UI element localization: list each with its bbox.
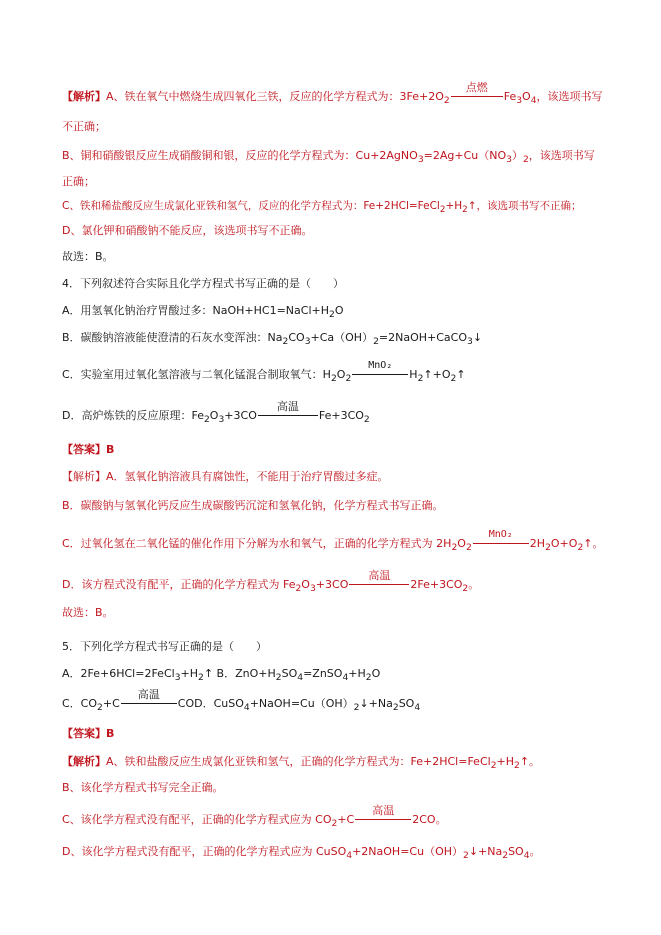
q3-analysis-a-cont: 不正确； [62, 120, 106, 133]
q4-answer: 【答案】B [62, 443, 115, 456]
analysis-label: 【解析】 [62, 90, 106, 103]
analysis-label: 【解析】 [62, 755, 106, 768]
q3-choice: 故选：B。 [62, 250, 114, 263]
q3-analysis-d: D、氯化钾和硝酸钠不能反应，该选项书写不正确。 [62, 224, 313, 237]
q4-option-b: B．碳酸钠溶液能使澄清的石灰水变浑浊：$Na_2CO_3+Ca(OH)_2=2NaOH+CaCO_3↓$ [62, 331, 483, 348]
q3-analysis-b: B、铜和硝酸银反应生成硝酸铜和银，反应的化学方程式为：$Cu+2AgNO_3=2Ag+Cu(NO_3)_2$，该选项书写 [62, 149, 595, 166]
q4-analysis-a: 【解析】A．氢氧化钠溶液具有腐蚀性，不能用于治疗胃酸过多症。 [62, 470, 389, 483]
q5-options-cd: C．$CO_2+C$ 高温 COD．$CuSO_4+NaOH=Cu(OH)_2↓+Na_2SO_4$ [62, 688, 421, 714]
reaction-condition-arrow: MnO₂ [473, 546, 529, 547]
reaction-condition-arrow: 高温 [349, 587, 409, 588]
q3-analysis-a: 【解析】A、铁在氧气中燃烧生成四氧化三铁，反应的化学方程式为：$3Fe+2O_2$ 点燃 $Fe_3O_4$，该选项书写 [62, 81, 603, 107]
reaction-condition-arrow: 高温 [355, 822, 411, 823]
q4-option-c: C．实验室用过氧化氢溶液与二氧化锰混合制取氧气：$H_2O_2$ MnO₂ $H_2↑+O_2↑$ [62, 360, 466, 385]
q4-option-a: A．用氢氧化钠治疗胃酸过多：$NaOH+HC1=NaCl+H_2O$ [62, 304, 344, 321]
reaction-condition-arrow: 高温 [121, 706, 177, 707]
reaction-condition-arrow: 点燃 [451, 99, 503, 100]
q5-stem: 5．下列化学方程式书写正确的是（ ） [62, 640, 267, 653]
q4-option-d: D．高炉炼铁的反应原理：$Fe_2O_3+3CO$ 高温 $Fe+3CO_2$ [62, 400, 370, 426]
q5-analysis-b: B、该化学方程式书写完全正确。 [62, 781, 224, 794]
q5-options-ab: A．$2Fe+6HCl=2FeCl_3+H_2↑$ B．$ZnO+H_2SO_4=ZnSO_4+H_2O$ [62, 667, 381, 684]
reaction-condition-arrow: MnO₂ [352, 377, 408, 378]
q4-analysis-c: C．过氧化氢在二氧化锰的催化作用下分解为水和氧气，正确的化学方程式为 $2H_2O_2$ MnO₂ $2H_2O+O_2↑$。 [62, 529, 604, 554]
q4-analysis-d: D．该方程式没有配平，正确的化学方程式为 $Fe_2O_3+3CO$ 高温 $2Fe+3CO_2$。 [62, 569, 480, 595]
q4-stem: 4．下列叙述符合实际且化学方程式书写正确的是（ ） [62, 277, 344, 290]
q4-choice: 故选：B。 [62, 606, 114, 619]
q4-analysis-b: B．碳酸钠与氢氧化钙反应生成碳酸钙沉淀和氢氧化钠，化学方程式书写正确。 [62, 499, 444, 512]
q3-analysis-c: C、铁和稀盐酸反应生成氯化亚铁和氢气，反应的化学方程式为：$Fe+2HCl=FeCl_2+H_2↑$，该选项书写不正确； [62, 200, 582, 216]
reaction-condition-arrow: 高温 [258, 418, 318, 419]
q5-analysis-d: D、该化学方程式没有配平，正确的化学方程式应为 $CuSO_4+2NaOH=Cu(OH)_2↓+Na_2SO_4$。 [62, 845, 541, 862]
q5-analysis-a: 【解析】A、铁和盐酸反应生成氯化亚铁和氢气，正确的化学方程式为：$Fe+2HCl=FeCl_2+H_2↑$。 [62, 755, 541, 772]
q5-answer: 【答案】B [62, 727, 115, 740]
q5-analysis-c: C、该化学方程式没有配平，正确的化学方程式应为 $CO_2+C$ 高温 2CO。 [62, 804, 447, 830]
q3-analysis-b-cont: 正确； [62, 175, 95, 188]
